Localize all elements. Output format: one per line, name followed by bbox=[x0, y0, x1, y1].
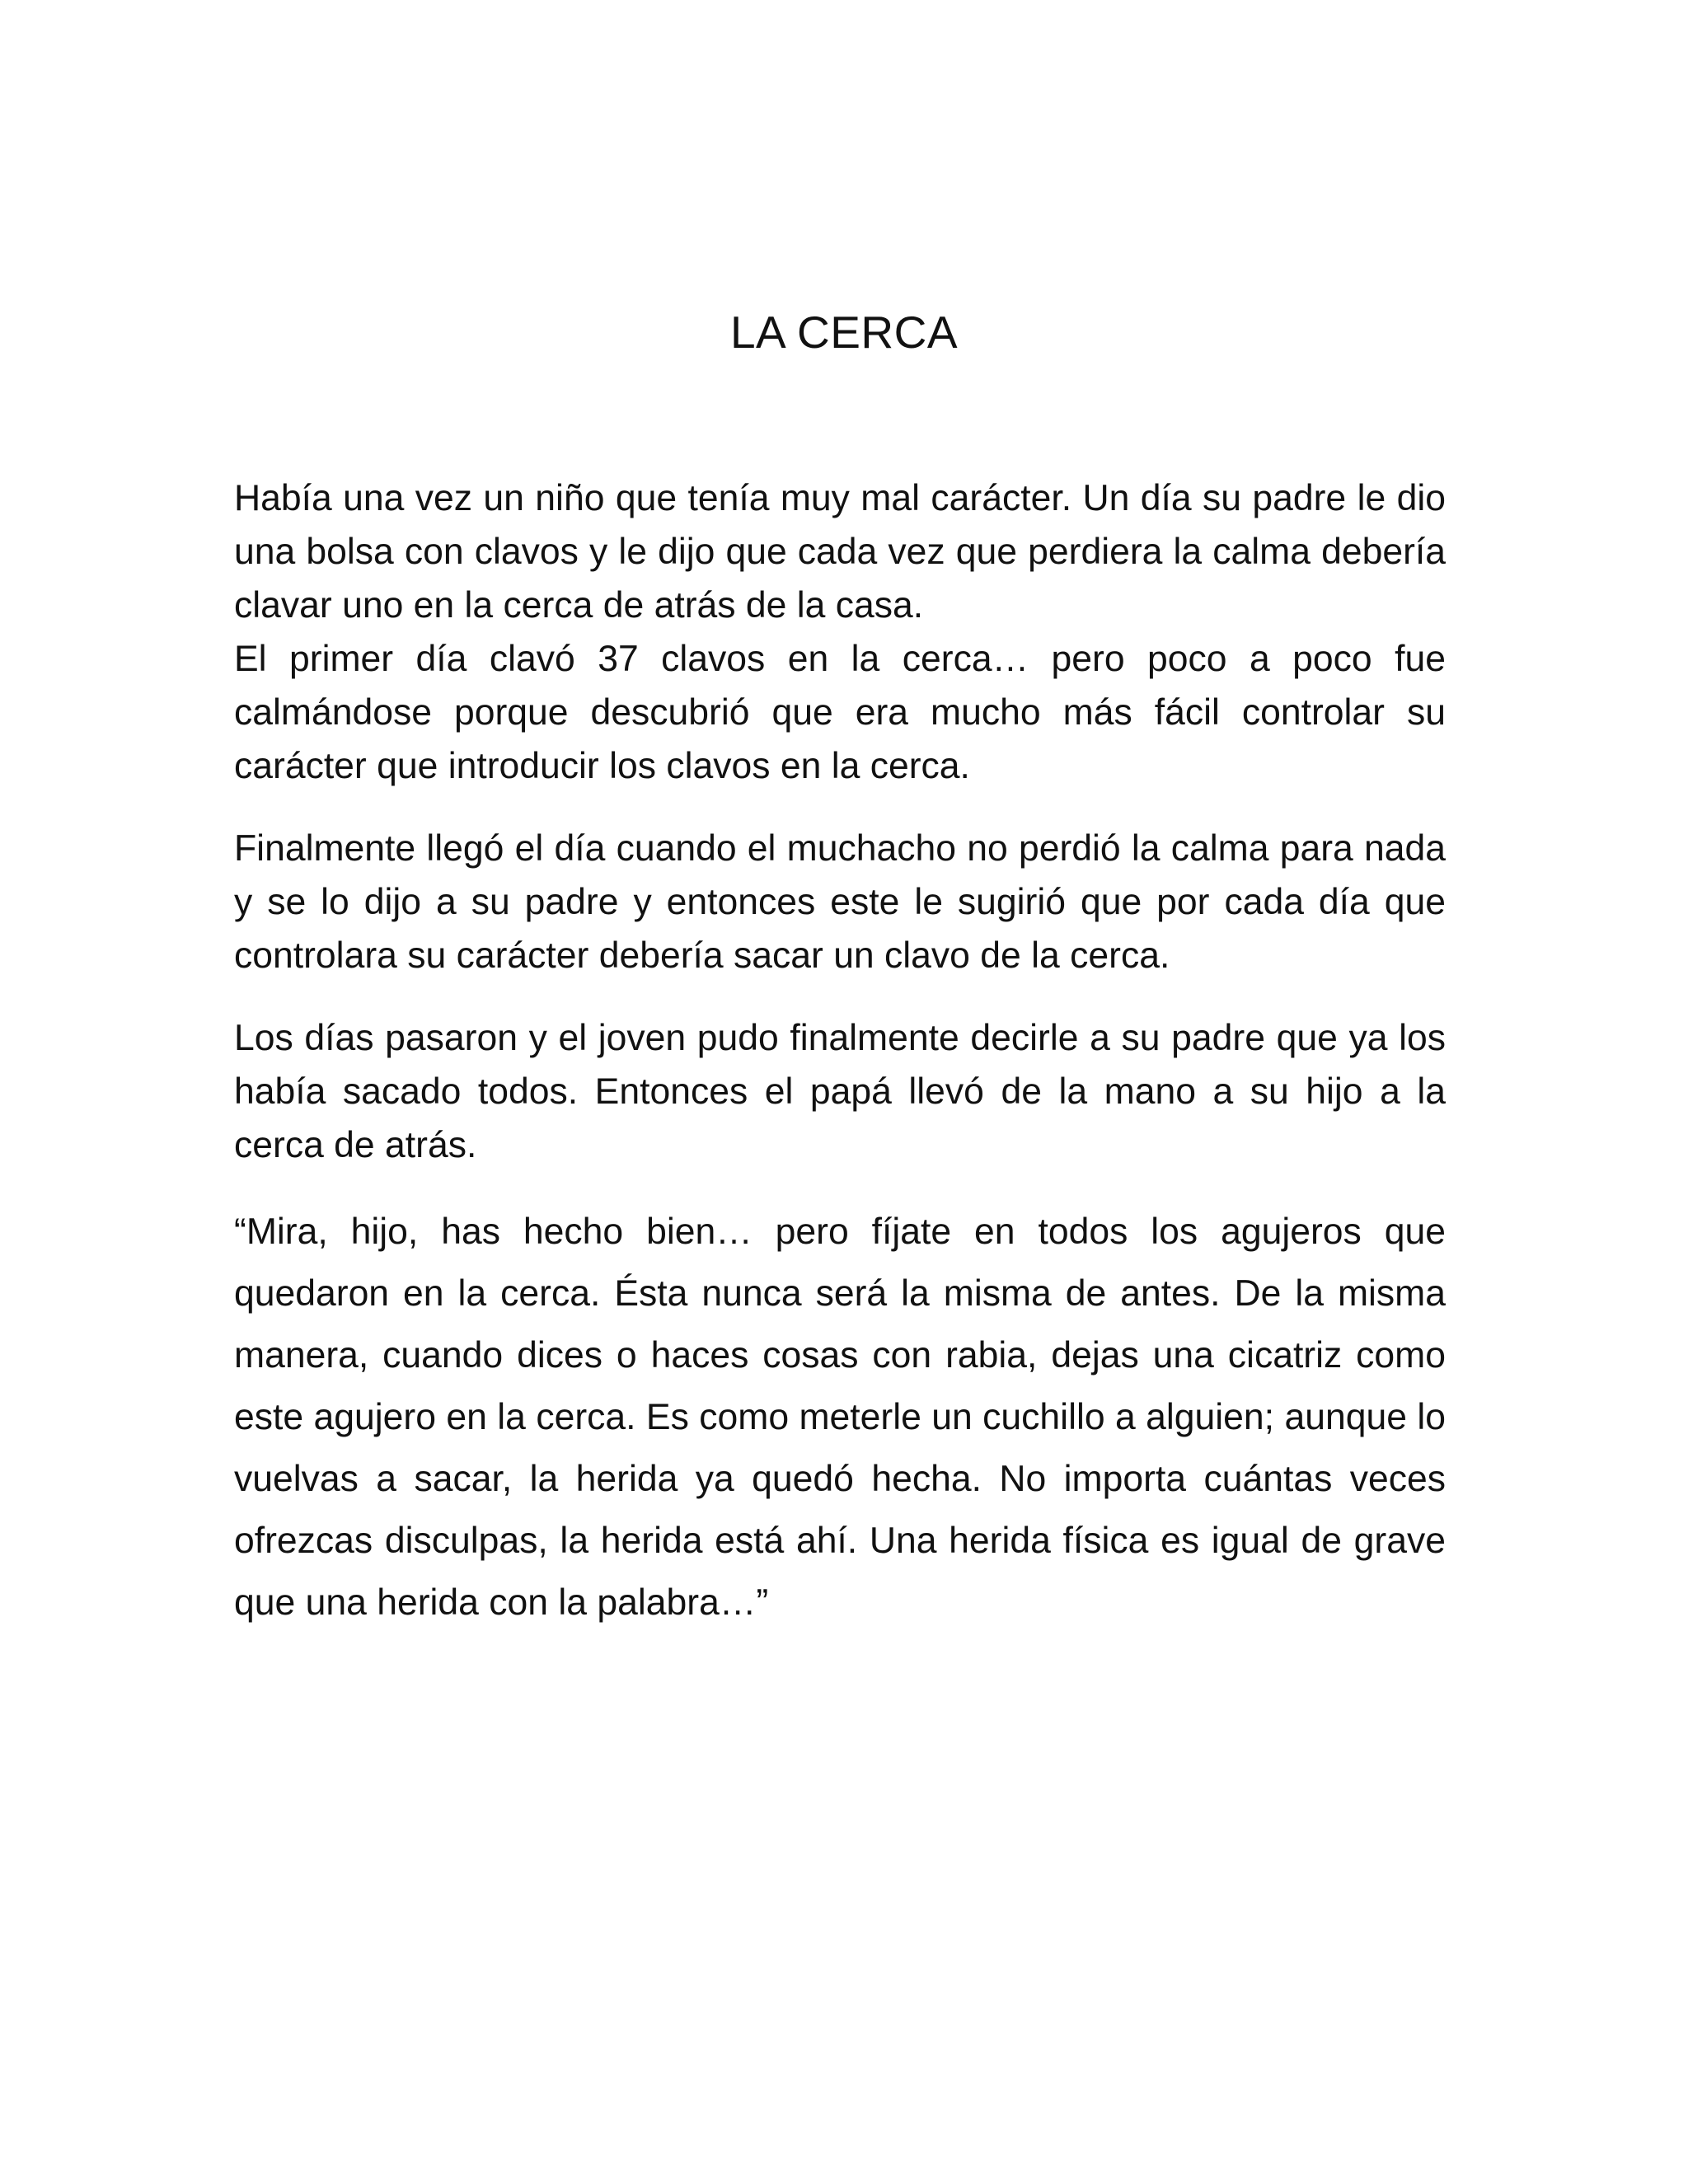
paragraph-4: Los días pasaron y el joven pudo finalmente decirle a su padre que ya los había sacado todos. Entonces el papá llevó de la mano a su hijo a la cerca de atrás. bbox=[234, 1018, 1446, 1165]
paragraph-3: Finalmente llegó el día cuando el muchacho no perdió la calma para nada y se lo dijo a su padre y entonces este le sugirió que por cada día que controlara su carácter debería sacar un clavo de la cerca. bbox=[234, 828, 1446, 976]
paragraph-5-quote: “Mira, hijo, has hecho bien… pero fíjate en todos los agujeros que quedaron en la cerca. Ésta nunca será la misma de antes. De la misma manera, cuando dices o haces cosas con rabia, dejas una cicatriz como este agujero en la cerca. Es como meterle un cuchillo a alguien; aunque lo vuelvas a sacar, la herida ya quedó hecha. No importa cuántas veces ofrezcas disculpas, la herida está ahí. Una herida física es igual de grave que una herida con la palabra…” bbox=[234, 1212, 1446, 1623]
paragraph-2: El primer día clavó 37 clavos en la cerca… pero poco a poco fue calmándose porque descubrió que era mucho más fácil controlar su carácter que introducir los clavos en la cerca. bbox=[234, 639, 1446, 786]
document-title: LA CERCA bbox=[729, 307, 959, 358]
document-body bbox=[234, 471, 1446, 1633]
paragraph-1: Había una vez un niño que tenía muy mal carácter. Un día su padre le dio una bolsa con clavos y le dijo que cada vez que perdiera la calma debería clavar uno en la cerca de atrás de la casa. bbox=[234, 478, 1446, 626]
